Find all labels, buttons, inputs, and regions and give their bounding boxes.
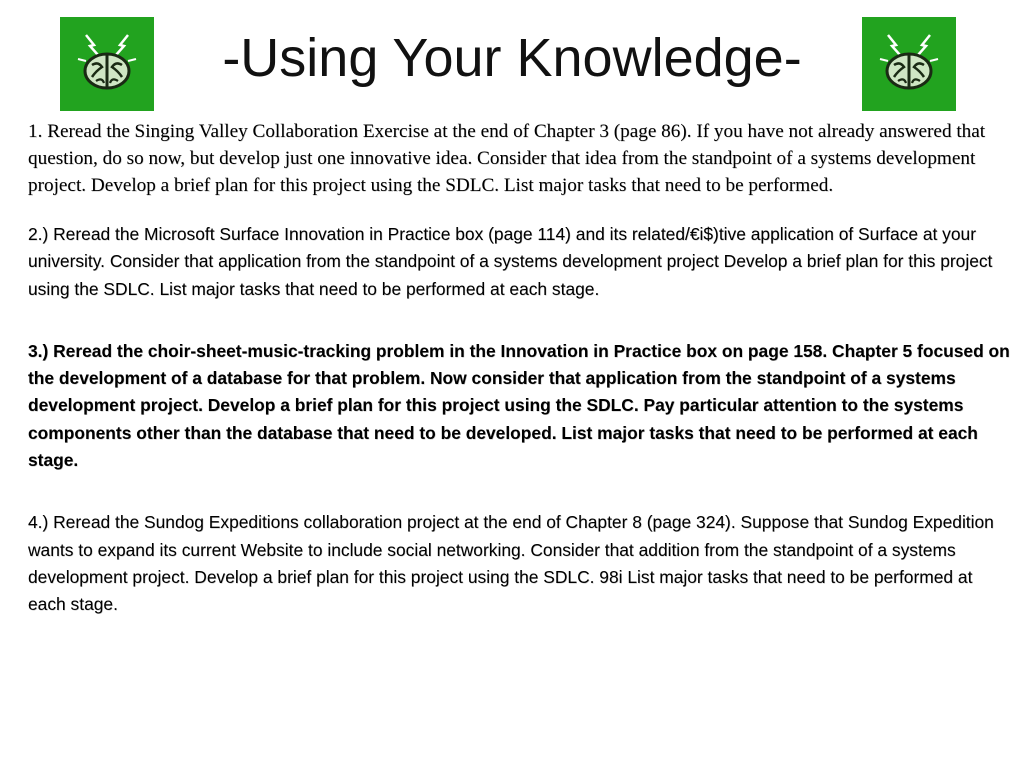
slide-body (28, 118, 1010, 654)
slide-title: -Using Your Knowledge- (222, 28, 802, 88)
brain-logo-left (60, 17, 154, 111)
exercise-item-3: 3.) Reread the choir-sheet-music-tracking problem in the Innovation in Practice box on page 158. Chapter 5 focused on the development of a database for that problem. Now consider that application from the standpoint of a systems development project. Develop a brief plan for this project using the SDLC. Pay particular attention to the systems components other than the database that need to be developed. List major tasks that need to be performed at each stage. (28, 340, 1010, 471)
brain-lightning-icon (874, 29, 944, 99)
exercise-item-1: 1. Reread the Singing Valley Collaboration Exercise at the end of Chapter 3 (page 86). If you have not already answered that question, do so now, but develop just one innovative idea. Consider that idea from the standpoint of a systems development project. Develop a brief plan for this project using the SDLC. List major tasks that need to be performed. (28, 121, 986, 196)
exercise-item-2: 2.) Reread the Microsoft Surface Innovation in Practice box (page 114) and its related/€i$)tive application of Surface at your university. Consider that application from the standpoint of a systems development project Develop a brief plan for this project using the SDLC. List major tasks that need to be performed at each stage. (28, 224, 993, 299)
brain-logo-right (862, 17, 956, 111)
brain-lightning-icon (72, 29, 142, 99)
exercise-item-4: 4.) Reread the Sundog Expeditions collaboration project at the end of Chapter 8 (page 324). Suppose that Sundog Expedition wants to expand its current Website to include social networking. Consider that addition from the standpoint of a systems development project. Develop a brief plan for this project using the SDLC. 98i List major tasks that need to be performed at each stage. (28, 512, 994, 615)
